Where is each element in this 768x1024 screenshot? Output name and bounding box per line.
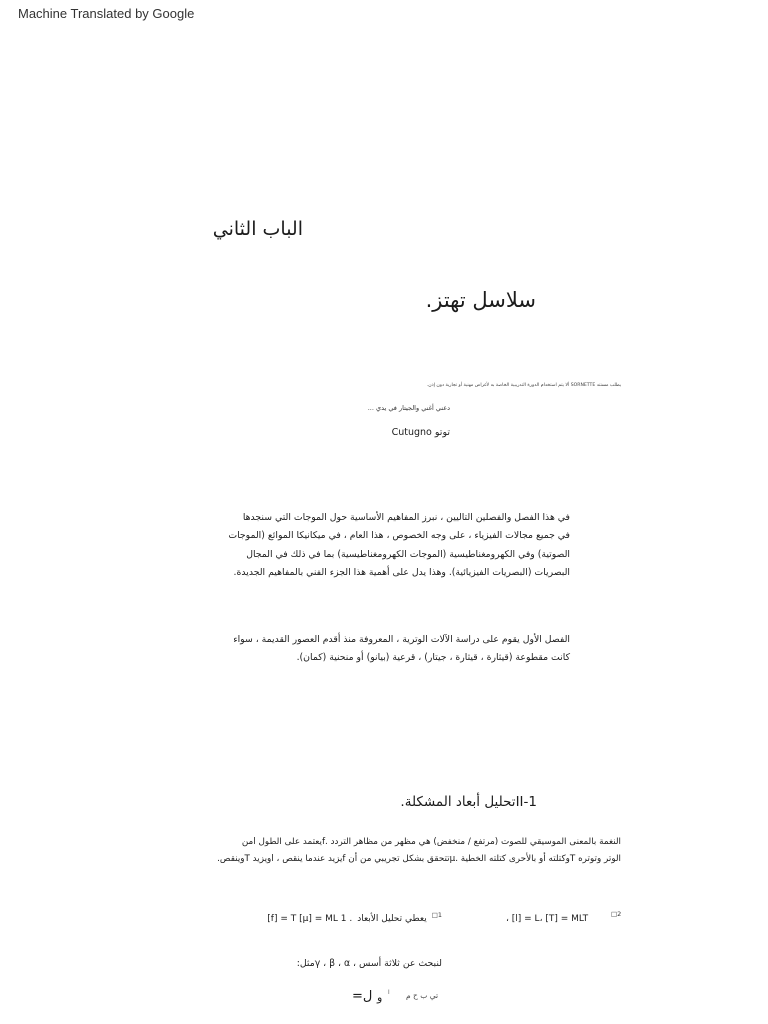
exponents-sentence: لنبحث عن ثلاثة أسس ، γ ، β ، αمثل: <box>296 958 442 969</box>
epigraph-author: توتو Cutugno <box>391 427 450 438</box>
paragraph-line: النغمة بالمعنى الموسيقي للصوت (مرتفع / منخفض) هي مظهر من مظاهر التردد .fيعتمد على الطول lمن <box>241 837 621 847</box>
formula-expression: [f] = T [μ] = ML 1 . <box>267 914 353 924</box>
dimension-formula <box>267 912 442 926</box>
relation-lhs: ل= <box>352 989 373 1004</box>
paragraph-line: البصريات (البصريات الفيزيائية). وهذا يدل على أهمية هذا الجزء الفني بالمفاهيم الجديدة. <box>233 566 570 578</box>
paragraph-line: الوتر وتوتره Tوكتلته أو بالأحرى كتلته الخطية .μتتحقق بشكل تجريبي من أن fيزيد عندما ينقص ، lويزيد Tوينقص. <box>217 854 621 864</box>
section-paragraph <box>217 834 621 868</box>
relation-exponent: ا <box>388 989 390 996</box>
formula-text: يعطي تحليل الأبعاد <box>357 914 427 924</box>
paragraph-line: الصوتية) وفي الكهرومغناطيسية (الموجات الكهرومغناطيسية) بما في ذلك في المجال <box>246 548 570 560</box>
relation-terms: تي ب ح م <box>406 991 439 1000</box>
chapter-title: سلاسل تهتز. <box>425 288 536 312</box>
units-formula: ، [l] = L، [T] = MLT <box>506 914 589 924</box>
formula-mark: □1 <box>431 911 442 919</box>
intro-paragraph-2 <box>233 631 570 667</box>
paragraph-line: في جميع مجالات الفيزياء ، على وجه الخصوص ، هذا العام ، في ميكانيكا الموائع (الموجات <box>228 530 570 542</box>
units-formula-mark: □2 <box>611 910 622 918</box>
translation-banner: Machine Translated by Google <box>18 6 195 21</box>
intro-paragraph-1 <box>228 509 570 582</box>
paragraph-line: الفصل الأول يقوم على دراسة الآلات الوترية ، المعروفة منذ أقدم العصور القديمة ، سواء <box>233 634 570 645</box>
paragraph-line: كانت مقطوعة (قيثارة ، قيثارة ، جيتار) ، قرعية (بيانو) أو منحنية (كمان). <box>296 652 570 663</box>
epigraph-quote: دعني أغني والجيتار في يدي ... <box>367 404 450 412</box>
section-heading: II-1تحليل أبعاد المشكلة. <box>400 794 537 810</box>
copyright-notice: يطلب مستند SORNETTE ألا يتم استخدام الدورة التدريبية الخاصة به لأغراض مهنية أو تجارية دون إذن. <box>426 383 621 388</box>
paragraph-line: في هذا الفصل والفصلين التاليين ، نبرز المفاهيم الأساسية حول الموجات التي سنجدها <box>242 512 570 523</box>
relation-factor: و <box>377 991 383 1004</box>
chapter-label: الباب الثاني <box>212 218 303 240</box>
